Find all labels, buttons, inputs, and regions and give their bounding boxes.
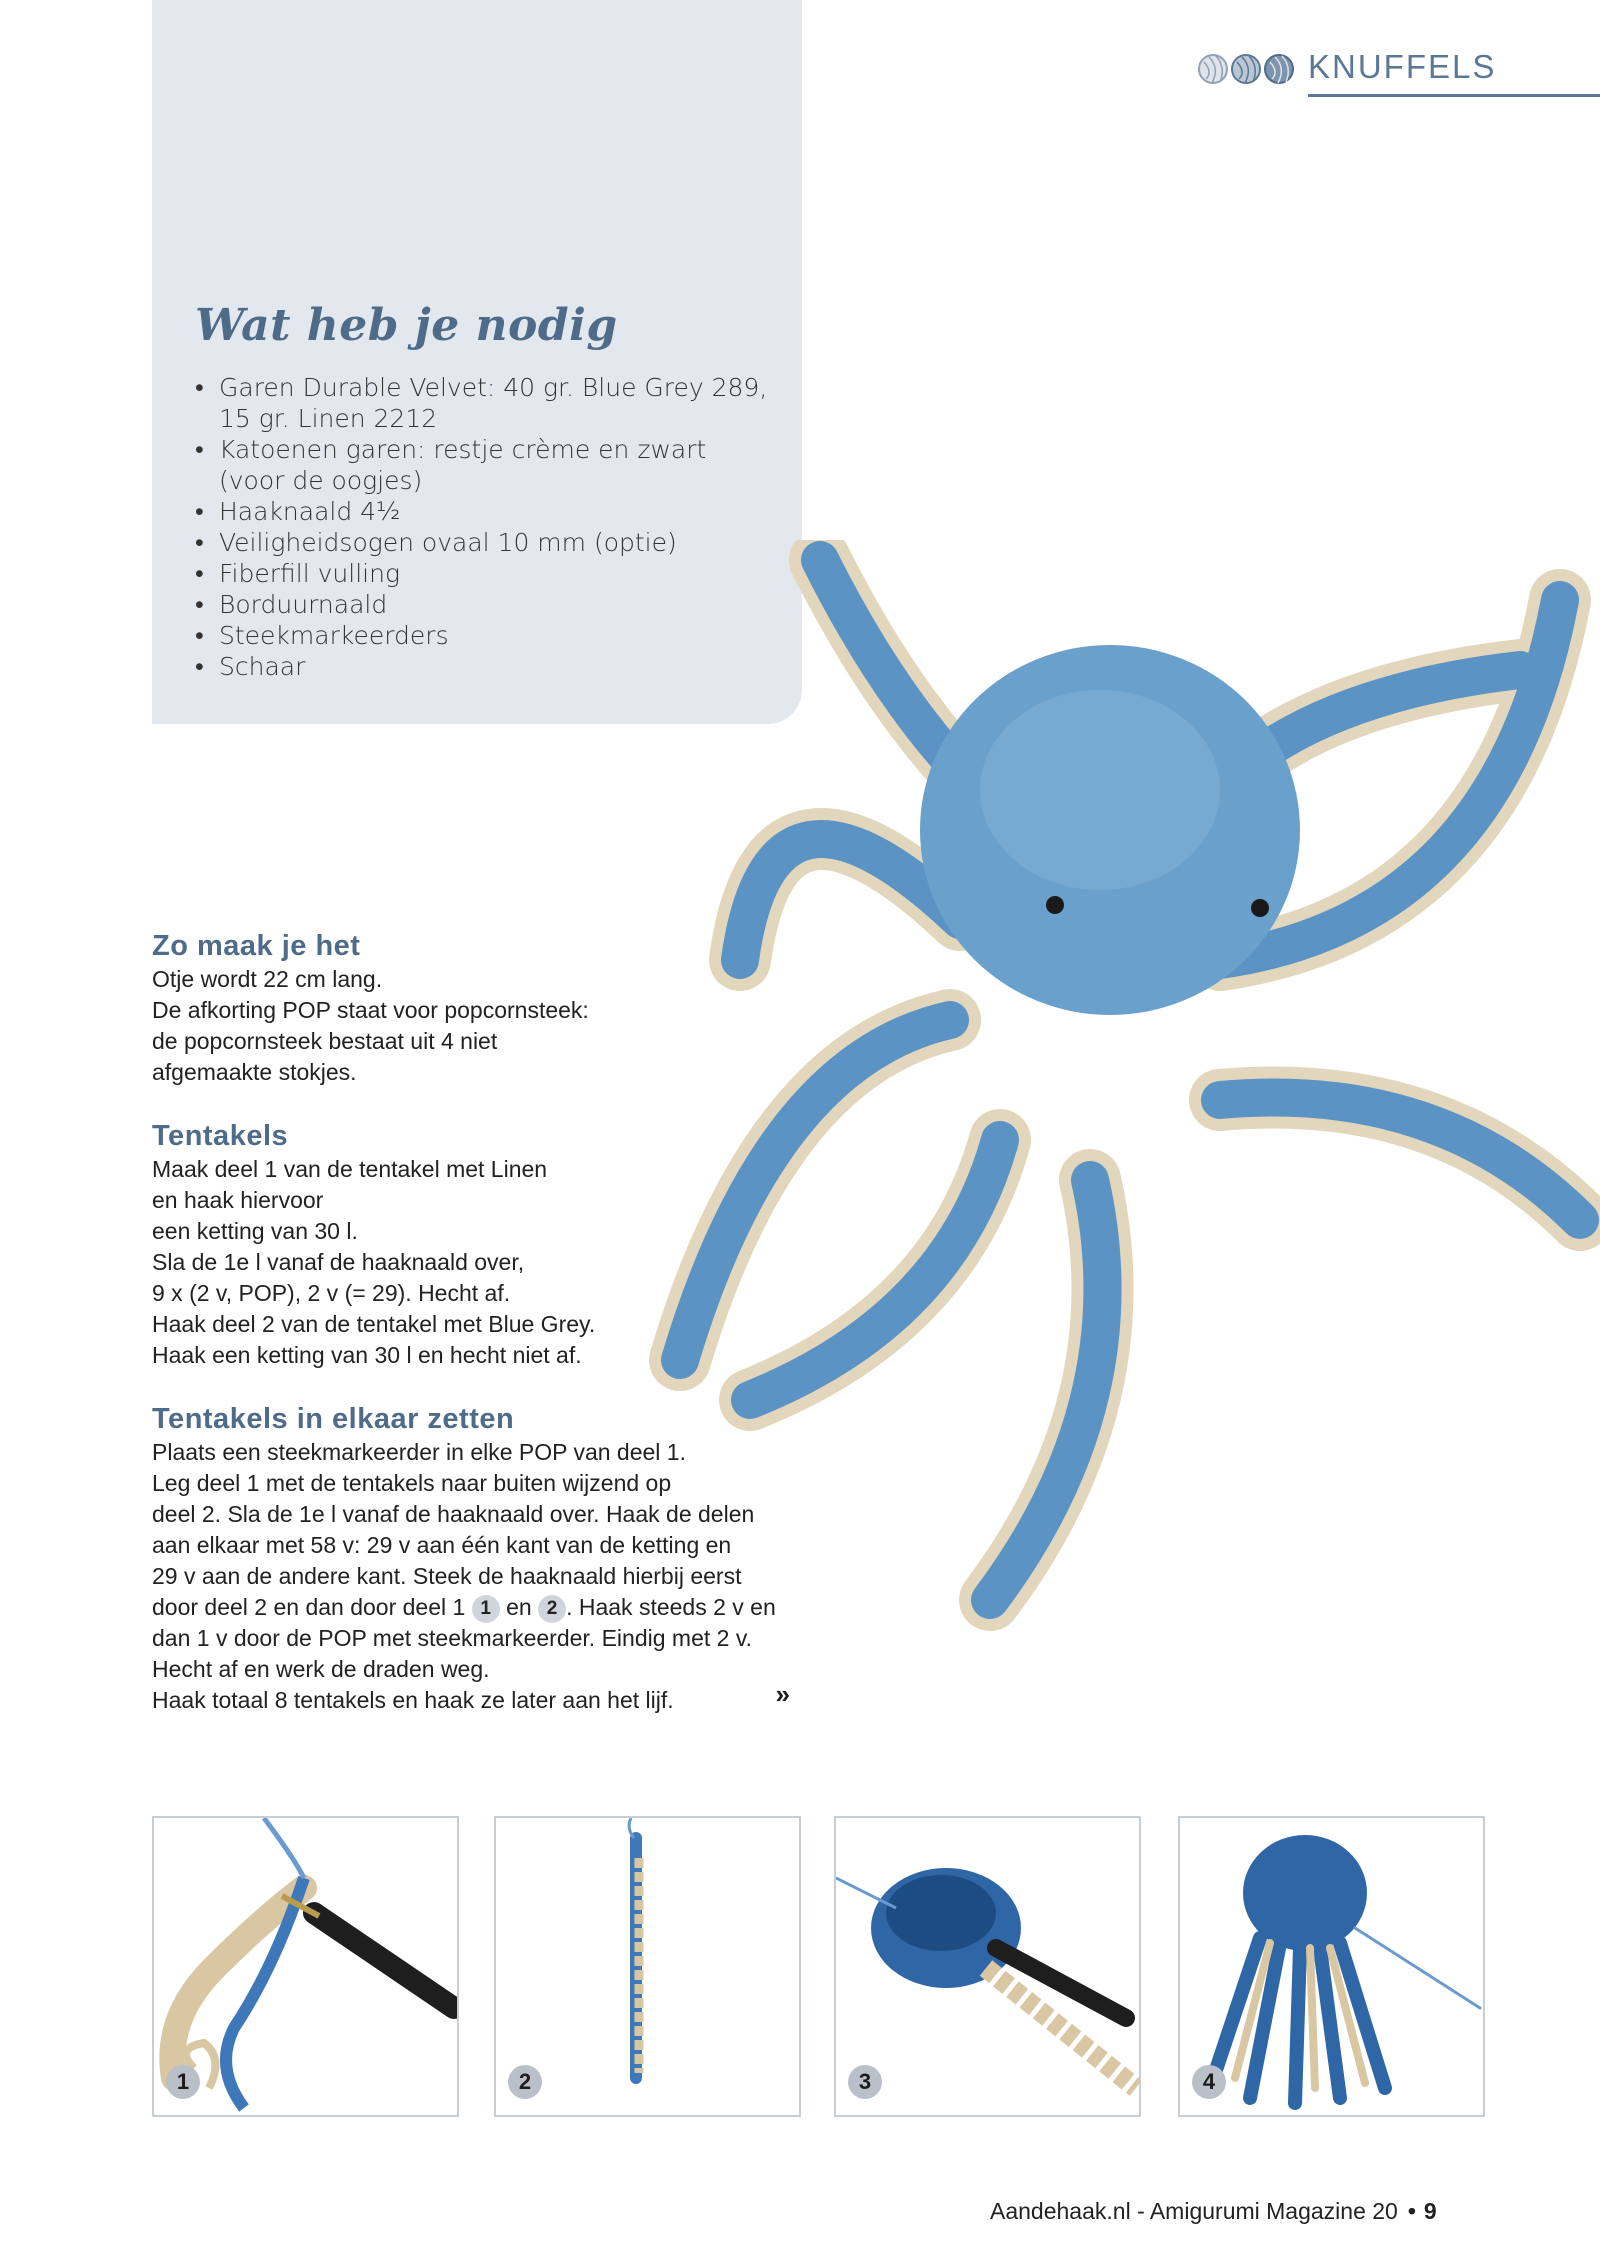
step-photo-3 — [834, 1816, 1141, 2117]
tentacles-line: en haak hiervoor — [152, 1187, 324, 1213]
tentacles-line: Maak deel 1 van de tentakel met Linen — [152, 1156, 548, 1182]
tentacles-line: Sla de 1e l vanaf de haaknaald over, — [152, 1249, 525, 1275]
joining-line: 29 v aan de andere kant. Steek de haaknaald hierbij eerst — [152, 1563, 742, 1589]
step-photo-1 — [152, 1816, 459, 2117]
section-label: KNUFFELS — [1308, 48, 1497, 85]
instructions — [152, 928, 812, 1716]
materials-item: • Borduurnaald — [195, 589, 767, 620]
joining-section — [152, 1401, 812, 1716]
tentacles-heading: Tentakels — [152, 1120, 289, 1152]
joining-line: aan elkaar met 58 v: 29 v aan één kant van de ketting en — [152, 1532, 732, 1558]
materials-item: • Steekmarkeerders — [195, 620, 767, 651]
materials-item: • Schaar — [195, 651, 767, 682]
tentacles-line: Haak een ketting van 30 l en hecht niet af. — [152, 1342, 582, 1368]
joining-line-with-badges — [152, 1592, 812, 1623]
materials-item: • Katoenen garen: restje crème en zwart — [195, 434, 767, 465]
joining-heading: Tentakels in elkaar zetten — [152, 1403, 515, 1435]
header-divider — [1308, 94, 1600, 97]
joining-inline-start: door deel 2 en dan door deel 1 — [152, 1594, 466, 1620]
materials-item-continued: 15 gr. Linen 2212 — [219, 404, 438, 433]
how-to-line: Otje wordt 22 cm lang. — [152, 966, 383, 992]
joining-line: dan 1 v door de POP met steekmarkeerder. Eindig met 2 v. — [152, 1625, 753, 1651]
step-badge-2: 2 — [538, 1595, 566, 1623]
step-number-badge: 3 — [848, 2065, 882, 2099]
materials-item-continued: (voor de oogjes) — [219, 466, 423, 495]
page-footer — [990, 2198, 1437, 2225]
joining-inline-and: en — [506, 1594, 532, 1620]
materials-item: • Haaknaald 4½ — [195, 496, 767, 527]
how-to-line: afgemaakte stokjes. — [152, 1059, 357, 1085]
how-to-line: De afkorting POP staat voor popcornsteek: — [152, 997, 589, 1023]
materials-item: • Garen Durable Velvet: 40 gr. Blue Grey 289, — [195, 372, 767, 403]
materials-item: • Fiberfill vulling — [195, 558, 767, 589]
step-number-badge: 2 — [508, 2065, 542, 2099]
step-photo-1-image — [154, 1818, 457, 2115]
joining-line: Haak totaal 8 tentakels en haak ze later aan het lijf. — [152, 1687, 674, 1713]
joining-line: deel 2. Sla de 1e l vanaf de haaknaald over. Haak de delen — [152, 1501, 755, 1527]
joining-line: Leg deel 1 met de tentakels naar buiten wijzend op — [152, 1470, 672, 1496]
step-photo-4-image — [1180, 1818, 1483, 2115]
section-header — [1196, 48, 1600, 100]
step-photo-3-image — [836, 1818, 1139, 2115]
continue-arrow-icon: » — [775, 1679, 790, 1709]
step-photo-2-image — [496, 1818, 799, 2115]
materials-title: Wat heb je nodig — [195, 300, 618, 351]
tentacles-line: Haak deel 2 van de tentakel met Blue Grey. — [152, 1311, 596, 1337]
step-number-badge: 1 — [166, 2065, 200, 2099]
step-photo-2 — [494, 1816, 801, 2117]
step-photo-4 — [1178, 1816, 1485, 2117]
footer-bullet: • — [1407, 2198, 1416, 2224]
materials-item: • Veiligheidsogen ovaal 10 mm (optie) — [195, 527, 767, 558]
how-to-heading: Zo maak je het — [152, 930, 361, 962]
yarn-balls-icon — [1196, 52, 1296, 86]
footer-text: Aandehaak.nl - Amigurumi Magazine 20 — [990, 2198, 1398, 2224]
tentacles-line: 9 x (2 v, POP), 2 v (= 29). Hecht af. — [152, 1280, 511, 1306]
joining-line: Plaats een steekmarkeerder in elke POP van deel 1. — [152, 1439, 686, 1465]
joining-inline-end: . Haak steeds 2 v en — [566, 1594, 776, 1620]
page-number: 9 — [1423, 2198, 1437, 2224]
step-number-badge: 4 — [1192, 2065, 1226, 2099]
joining-line: Hecht af en werk de draden weg. — [152, 1656, 490, 1682]
step-badge-1: 1 — [472, 1595, 500, 1623]
tentacles-line: een ketting van 30 l. — [152, 1218, 358, 1244]
how-to-line: de popcornsteek bestaat uit 4 niet — [152, 1028, 498, 1054]
